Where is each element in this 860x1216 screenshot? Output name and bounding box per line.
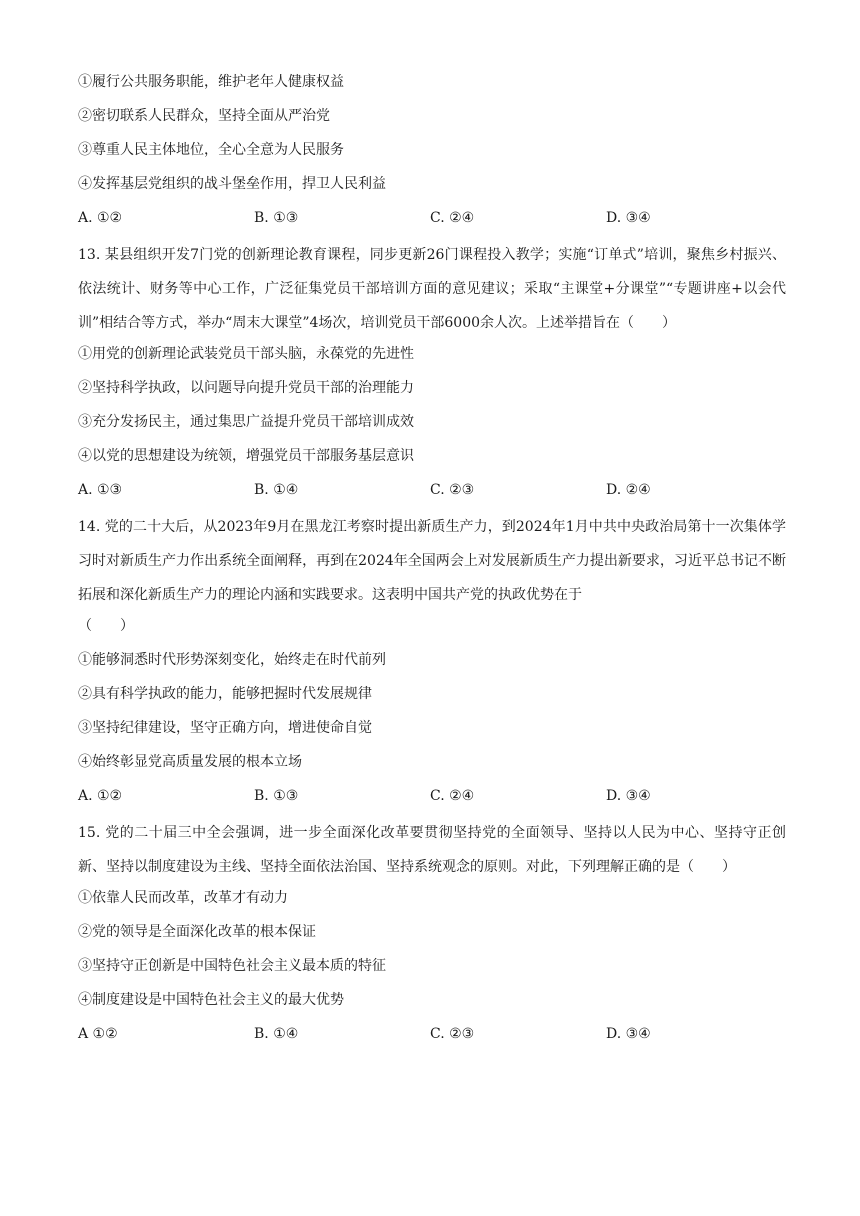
question-stem: 13. 某县组织开发7门党的创新理论教育课程，同步更新26门课程投入教学；实施“订单式”培训，聚焦乡村振兴、依法统计、财务等中心工作，广泛征集党员干部培训方面的意见建议；采取“主课堂+分课堂”“专题讲座+以会代训”相结合等方式，举办“周末大课堂”4场次，培训党员干部6000余人次。上述举措旨在（ ）	[78, 247, 786, 331]
statement-3: ③充分发扬民主，通过集思广益提升党员干部培训成效	[78, 414, 414, 430]
option-a: A ①②	[78, 1026, 118, 1042]
statement-3: ③尊重人民主体地位，全心全意为人民服务	[78, 142, 344, 158]
statement-4: ④以党的思想建设为统领，增强党员干部服务基层意识	[78, 448, 414, 464]
statement-3: ③坚持守正创新是中国特色社会主义最本质的特征	[78, 958, 386, 974]
option-d: D. ③④	[606, 210, 651, 226]
statement-4: ④制度建设是中国特色社会主义的最大优势	[78, 992, 344, 1008]
option-a: A. ①②	[78, 210, 123, 226]
statement-2: ②坚持科学执政，以问题导向提升党员干部的治理能力	[78, 380, 414, 396]
statement-1: ①依靠人民而改革，改革才有动力	[78, 890, 288, 906]
question-stem: 14. 党的二十大后，从2023年9月在黑龙江考察时提出新质生产力，到2024年1月中共中央政治局第十一次集体学习时对新质生产力作出系统全面阐释，再到在2024年全国两会上对发展新质生产力提出新要求，习近平总书记不断拓展和深化新质生产力的理论内涵和实践要求。这表明中国共产党的执政优势在于	[78, 519, 786, 603]
statement-2: ②具有科学执政的能力，能够把握时代发展规律	[78, 686, 372, 702]
option-b: B. ①③	[254, 788, 299, 804]
statement-2: ②党的领导是全面深化改革的根本保证	[78, 924, 316, 940]
option-d: D. ②④	[606, 482, 651, 498]
statement-3: ③坚持纪律建设，坚守正确方向，增进使命自觉	[78, 720, 372, 736]
option-a: A. ①③	[78, 482, 123, 498]
option-b: B. ①③	[254, 210, 299, 226]
statement-4: ④始终彰显党高质量发展的根本立场	[78, 754, 302, 770]
option-c: C. ②③	[430, 482, 475, 498]
statement-1: ①能够洞悉时代形势深刻变化，始终走在时代前列	[78, 652, 386, 668]
question-12	[78, 68, 786, 238]
document-page	[78, 68, 786, 1054]
answer-options	[78, 782, 786, 816]
option-b: B. ①④	[254, 482, 299, 498]
question-15	[78, 816, 786, 1054]
answer-options	[78, 204, 786, 238]
statement-1: ①用党的创新理论武装党员干部头脑，永葆党的先进性	[78, 346, 414, 362]
statement-4: ④发挥基层党组织的战斗堡垒作用，捍卫人民利益	[78, 176, 386, 192]
question-13	[78, 238, 786, 510]
option-d: D. ③④	[606, 788, 651, 804]
answer-options	[78, 476, 786, 510]
option-c: C. ②④	[430, 788, 475, 804]
statement-1: ①履行公共服务职能，维护老年人健康权益	[78, 74, 344, 90]
option-b: B. ①④	[254, 1026, 299, 1042]
answer-blank: （ ）	[78, 618, 134, 634]
question-stem: 15. 党的二十届三中全会强调，进一步全面深化改革要贯彻坚持党的全面领导、坚持以人民为中心、坚持守正创新、坚持以制度建设为主线、坚持全面依法治国、坚持系统观念的原则。对此，下列理解正确的是（ ）	[78, 825, 786, 875]
option-a: A. ①②	[78, 788, 123, 804]
option-c: C. ②③	[430, 1026, 475, 1042]
answer-options	[78, 1020, 786, 1054]
option-d: D. ③④	[606, 1026, 651, 1042]
option-c: C. ②④	[430, 210, 475, 226]
question-14	[78, 510, 786, 816]
statement-2: ②密切联系人民群众，坚持全面从严治党	[78, 108, 330, 124]
